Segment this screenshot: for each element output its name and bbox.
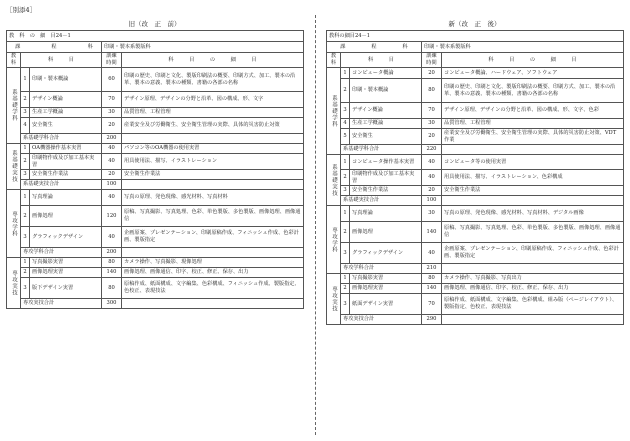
- training-hours: 60: [102, 68, 122, 92]
- training-hours: 140: [102, 268, 122, 278]
- section-label: 専攻実技: [7, 258, 21, 309]
- subject-detail: 企画原案、プレゼンテーション、印刷原稿作成、フィニッシュ作成、色彩計画、製版指定: [122, 227, 304, 248]
- total-row: [327, 196, 624, 206]
- subject-detail: 印刷の歴史、印刷と文化、製版印刷法の概要、印刷方式、加工、製本の沿革、製本の意義、製本の種類、書籍の各部の名称: [442, 79, 624, 103]
- table-row: [7, 154, 304, 170]
- training-hours: 40: [102, 154, 122, 170]
- subject-detail: 画像処理、画像通信、印字、校正、修正、保存、出力: [122, 268, 304, 278]
- curriculum-table: [326, 30, 624, 325]
- table-row: [327, 119, 624, 129]
- subject-detail: 写真の原理、発色現像、感光材料、写真材料、デジタル画像: [442, 206, 624, 222]
- row-number: 5: [341, 129, 350, 145]
- header-hours: 訓練時間: [422, 53, 442, 68]
- row-number: 3: [341, 103, 350, 119]
- row-number: 3: [21, 227, 30, 248]
- training-hours: 70: [102, 92, 122, 108]
- subject-detail: 用具使用法、描写、イラストレーション、色彩構成: [442, 170, 624, 186]
- subject-name: 写真撮影実習: [350, 274, 422, 284]
- header-subject: 科 目: [341, 53, 422, 68]
- total-row: [7, 299, 304, 309]
- subject-detail: パソコン等のOA機器の使用実習: [122, 144, 304, 154]
- total-detail: [122, 299, 304, 309]
- subject-detail: 写真の原理、発色現像、感光材料、写真材料: [122, 190, 304, 206]
- total-row: [7, 180, 304, 190]
- new-column: [326, 18, 623, 325]
- subject-detail: 品質管理、工程管理: [442, 119, 624, 129]
- subject-name: デザイン概論: [30, 92, 102, 108]
- subject-name: コンピュータ操作基本実習: [350, 155, 422, 170]
- table-row: [327, 243, 624, 264]
- training-hours: 40: [102, 144, 122, 154]
- training-hours: 20: [102, 170, 122, 180]
- old-column: [6, 18, 303, 309]
- row-number: 1: [341, 274, 350, 284]
- total-row: [327, 315, 624, 325]
- subject-detail: デザイン原理、デザインの分野と沿革、図の構成、形、文字: [122, 92, 304, 108]
- training-hours: 20: [422, 68, 442, 79]
- training-hours: 80: [102, 258, 122, 268]
- total-hours: 290: [422, 315, 442, 325]
- column-header-row: [7, 53, 304, 68]
- course-label: 課 程 科: [7, 42, 102, 53]
- attachment-tag: ［別添4］: [6, 6, 37, 14]
- column-header-row: [327, 53, 624, 68]
- total-label: 専攻実技合計: [341, 315, 422, 325]
- subject-detail: 原稿、写真撮影、写真処理、色彩、単色製版、多色製版、画像処理、画像通信: [442, 222, 624, 243]
- subject-detail: 産業安全及び労働衛生、安全衛生管理の実際、具体的災害防止対策: [122, 118, 304, 134]
- header-subject-area: 教 科: [327, 53, 341, 68]
- table-row: [327, 274, 624, 284]
- total-label: 専攻学科合計: [341, 264, 422, 274]
- row-number: 2: [341, 222, 350, 243]
- course-row: [327, 42, 624, 53]
- subject-name: 写真撮影実習: [30, 258, 102, 268]
- total-detail: [122, 134, 304, 144]
- subject-detail: 企画原案、プレゼンテーション、印刷原稿作成、フィニッシュ作成、色彩計画、製版指定: [442, 243, 624, 264]
- section-label: 専攻実技: [327, 274, 341, 325]
- curriculum-table: [6, 30, 304, 309]
- total-row: [7, 134, 304, 144]
- total-label: 系基礎学科合計: [341, 145, 422, 155]
- row-number: 4: [341, 119, 350, 129]
- training-hours: 20: [422, 129, 442, 145]
- table-row: [327, 68, 624, 79]
- row-number: 1: [341, 68, 350, 79]
- row-number: 2: [341, 79, 350, 103]
- subject-name: 画像処理実習: [30, 268, 102, 278]
- table-row: [327, 186, 624, 196]
- subject-name: グラフィックデザイン: [350, 243, 422, 264]
- subject-detail: 品質管理、工程管理: [122, 108, 304, 118]
- total-label: 専攻実技合計: [21, 299, 102, 309]
- training-hours: 30: [102, 108, 122, 118]
- section-label: 系基礎実技: [327, 155, 341, 206]
- header-hours: 訓練時間: [102, 53, 122, 68]
- row-number: 3: [21, 170, 30, 180]
- row-number: 1: [341, 206, 350, 222]
- subject-name: 安全衛生作業法: [350, 186, 422, 196]
- training-hours: 80: [422, 79, 442, 103]
- meta-label: 教科の細目24－1: [327, 31, 624, 42]
- subject-name: 印刷物作成及び加工基本実習: [350, 170, 422, 186]
- total-detail: [442, 264, 624, 274]
- table-row: [7, 206, 304, 227]
- row-number: 3: [341, 294, 350, 315]
- subject-name: 印刷物作成及び加工基本実習: [30, 154, 102, 170]
- subject-detail: 印刷の歴史、印刷と文化、製版印刷法の概要、印刷方式、加工、製本の沿革、製本の意義、製本の種類、書籍の各部の名称: [122, 68, 304, 92]
- table-row: [7, 190, 304, 206]
- total-detail: [442, 315, 624, 325]
- column-heading: 新（改 正 後）: [448, 20, 501, 28]
- training-hours: 140: [422, 284, 442, 294]
- total-hours: 220: [422, 145, 442, 155]
- row-number: 1: [21, 68, 30, 92]
- row-number: 2: [341, 170, 350, 186]
- total-label: 系基礎学科合計: [21, 134, 102, 144]
- header-subject-area: 教 科: [7, 53, 21, 68]
- total-label: 系基礎実技合計: [341, 196, 422, 206]
- section-label: 系基礎実技: [7, 144, 21, 190]
- table-row: [7, 258, 304, 268]
- training-hours: 70: [422, 103, 442, 119]
- total-row: [327, 264, 624, 274]
- subject-detail: 画像処理、画像通信、印字、校正、修正、保存、出力: [442, 284, 624, 294]
- total-label: 専攻学科合計: [21, 248, 102, 258]
- row-number: 3: [341, 243, 350, 264]
- table-row: [327, 222, 624, 243]
- subject-name: デザイン概論: [350, 103, 422, 119]
- training-hours: 40: [422, 155, 442, 170]
- subject-name: 写真理論: [350, 206, 422, 222]
- subject-name: 版下デザイン実習: [30, 278, 102, 299]
- total-hours: 100: [102, 180, 122, 190]
- subject-name: 写真理論: [30, 190, 102, 206]
- subject-name: 印刷・製本概論: [30, 68, 102, 92]
- training-hours: 40: [422, 170, 442, 186]
- table-row: [7, 227, 304, 248]
- row-number: 1: [21, 258, 30, 268]
- total-detail: [122, 248, 304, 258]
- total-hours: 100: [422, 196, 442, 206]
- total-detail: [122, 180, 304, 190]
- total-label: 系基礎実技合計: [21, 180, 102, 190]
- meta-row: [327, 31, 624, 42]
- subject-name: グラフィックデザイン: [30, 227, 102, 248]
- subject-detail: 原稿、写真撮影、写真処理、色彩、単色製版、多色製版、画像処理、画像通信: [122, 206, 304, 227]
- subject-name: 紙面デザイン実習: [350, 294, 422, 315]
- subject-name: 画像処理: [30, 206, 102, 227]
- course-value: 印刷・製本系製版科: [102, 42, 304, 53]
- training-hours: 20: [422, 186, 442, 196]
- subject-name: 印刷・製本概論: [350, 79, 422, 103]
- subject-detail: デザイン原理、デザインの分野と沿革、図の構成、形、文字、色彩: [442, 103, 624, 119]
- row-number: 3: [21, 108, 30, 118]
- subject-name: 生産工学概論: [30, 108, 102, 118]
- subject-detail: 安全衛生作業法: [442, 186, 624, 196]
- table-row: [7, 92, 304, 108]
- table-row: [7, 170, 304, 180]
- subject-detail: 原稿作成、紙面構成、文字編集、色彩構成、フィニッシュ作成、製版指定、色校正、表現技法: [122, 278, 304, 299]
- header-detail: 科 目 の 細 目: [122, 53, 304, 68]
- total-hours: 210: [422, 264, 442, 274]
- subject-detail: カメラ操作、写真撮影、現像処理: [122, 258, 304, 268]
- training-hours: 70: [422, 294, 442, 315]
- training-hours: 40: [102, 190, 122, 206]
- training-hours: 20: [102, 118, 122, 134]
- table-row: [327, 284, 624, 294]
- subject-name: 画像処理実習: [350, 284, 422, 294]
- training-hours: 30: [422, 119, 442, 129]
- course-label: 課 程 科: [327, 42, 422, 53]
- total-row: [327, 145, 624, 155]
- section-label: 専攻学科: [327, 206, 341, 274]
- row-number: 2: [341, 284, 350, 294]
- total-detail: [442, 145, 624, 155]
- subject-detail: 産業安全及び労働衛生、安全衛生管理の実際、具体的災害防止対策、VDT作業: [442, 129, 624, 145]
- table-row: [7, 68, 304, 92]
- total-row: [7, 248, 304, 258]
- row-number: 3: [21, 278, 30, 299]
- course-row: [7, 42, 304, 53]
- subject-detail: 原稿作成、紙面構成、文字編集、色彩構成、組み版（ページレイアウト）、製版指定、色校正、表現技法: [442, 294, 624, 315]
- training-hours: 80: [102, 278, 122, 299]
- meta-label: 教 科 の 細 目24－1: [7, 31, 304, 42]
- column-heading: 旧（改 正 前）: [128, 20, 181, 28]
- table-row: [327, 79, 624, 103]
- header-detail: 科 目 の 細 目: [442, 53, 624, 68]
- header-subject: 科 目: [21, 53, 102, 68]
- table-row: [327, 206, 624, 222]
- subject-name: 生産工学概論: [350, 119, 422, 129]
- row-number: 2: [21, 154, 30, 170]
- subject-detail: 用具使用法、描写、イラストレーション: [122, 154, 304, 170]
- table-row: [7, 278, 304, 299]
- training-hours: 80: [422, 274, 442, 284]
- table-row: [7, 144, 304, 154]
- subject-detail: カメラ操作、写真撮影、写真出力: [442, 274, 624, 284]
- table-row: [327, 294, 624, 315]
- table-row: [327, 155, 624, 170]
- table-row: [7, 268, 304, 278]
- subject-name: 画像処理: [350, 222, 422, 243]
- meta-row: [7, 31, 304, 42]
- table-row: [327, 103, 624, 119]
- row-number: 3: [341, 186, 350, 196]
- row-number: 2: [21, 92, 30, 108]
- total-detail: [442, 196, 624, 206]
- subject-name: 安全衛生: [30, 118, 102, 134]
- total-hours: 300: [102, 299, 122, 309]
- subject-detail: 安全衛生作業法: [122, 170, 304, 180]
- training-hours: 40: [422, 243, 442, 264]
- section-label: 系基礎学科: [327, 68, 341, 155]
- course-value: 印刷・製本系製版科: [422, 42, 624, 53]
- subject-name: 安全衛生作業法: [30, 170, 102, 180]
- row-number: 4: [21, 118, 30, 134]
- training-hours: 30: [422, 206, 442, 222]
- subject-name: 安全衛生: [350, 129, 422, 145]
- subject-detail: コンピュータ概論、ハードウェア、ソフトウェア: [442, 68, 624, 79]
- section-label: 系基礎学科: [7, 68, 21, 144]
- training-hours: 120: [102, 206, 122, 227]
- table-row: [7, 118, 304, 134]
- column-divider: [315, 15, 316, 435]
- table-row: [327, 129, 624, 145]
- row-number: 2: [21, 206, 30, 227]
- total-hours: 200: [102, 248, 122, 258]
- subject-name: コンピュータ概論: [350, 68, 422, 79]
- training-hours: 140: [422, 222, 442, 243]
- row-number: 1: [21, 190, 30, 206]
- table-row: [327, 170, 624, 186]
- table-row: [7, 108, 304, 118]
- total-hours: 200: [102, 134, 122, 144]
- row-number: 1: [341, 155, 350, 170]
- row-number: 1: [21, 144, 30, 154]
- row-number: 2: [21, 268, 30, 278]
- training-hours: 40: [102, 227, 122, 248]
- subject-detail: コンピュータ等の使用実習: [442, 155, 624, 170]
- section-label: 専攻学科: [7, 190, 21, 258]
- subject-name: OA機器操作基本実習: [30, 144, 102, 154]
